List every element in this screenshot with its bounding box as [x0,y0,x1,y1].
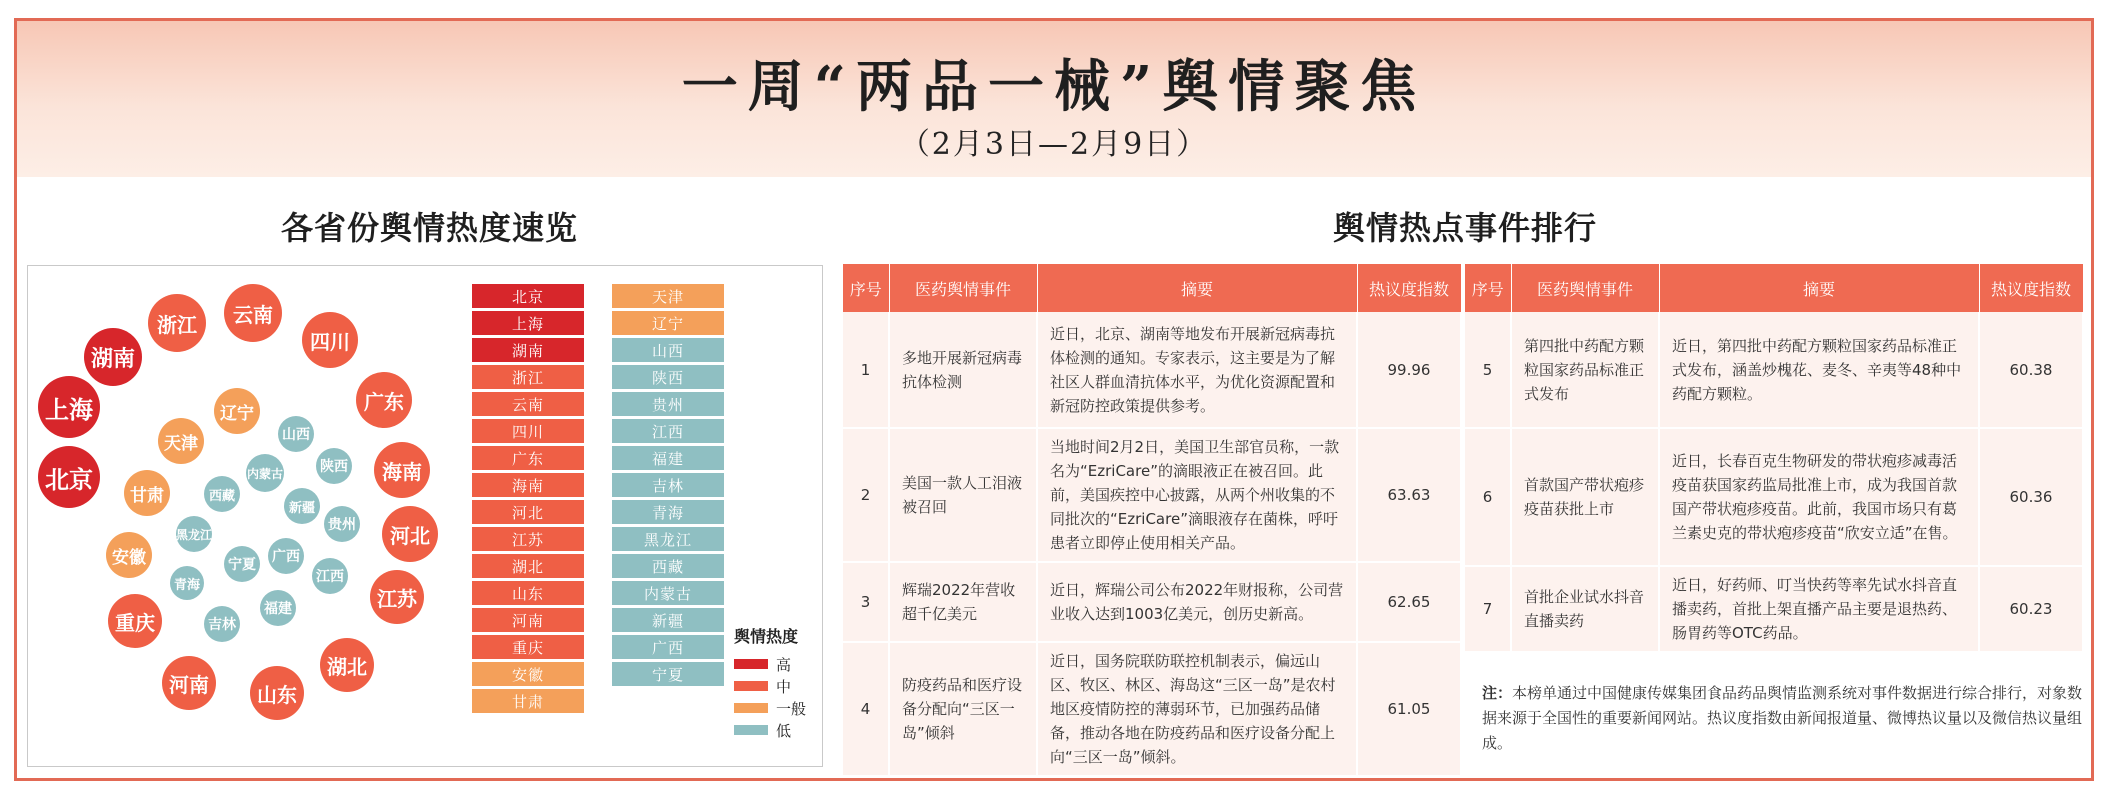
legend-title: 舆情热度 [734,627,799,646]
column-header: 序号 [843,264,889,312]
province-bubble: 河北 [382,506,438,562]
ranking-cell: 海南 [472,473,584,497]
ranking-cell: 四川 [472,419,584,443]
ranking-cell: 云南 [472,392,584,416]
province-bubble: 吉林 [204,606,240,642]
province-bubble: 江苏 [370,570,424,624]
event-summary-cell: 近日，国务院联防联控机制表示，偏远山区、牧区、林区、海岛这“三区一岛”是农村地区疫情防控的薄弱环节，已加强药品储备，推动各地在防疫药品和医疗设备分配上向“三区一岛”倾斜。 [1037,642,1357,776]
event-summary-cell: 近日，好药师、叮当快药等率先试水抖音直播卖药，首批上架直播产品主要是退热药、肠胃药等OTC药品。 [1659,566,1979,652]
ranking-cell: 江苏 [472,527,584,551]
province-bubble: 广西 [268,538,304,574]
province-bubble: 安徽 [106,532,152,578]
province-bubble: 上海 [38,376,100,438]
page-title: 一周“两品一械”舆情聚焦 [681,54,1427,120]
ranking-cell: 新疆 [612,608,724,632]
date-range: （2月3日—2月9日） [899,127,1209,162]
ranking-cell: 山东 [472,581,584,605]
event-row [1465,428,2083,566]
province-bubble: 辽宁 [214,388,260,434]
column-header: 摘要 [1037,264,1357,312]
event-rank-cell: 1 [843,312,889,428]
events-table-left [843,264,1462,777]
legend-item [734,697,806,719]
event-index-cell: 62.65 [1357,562,1461,642]
ranking-cell: 河南 [472,608,584,632]
event-row [1465,566,2083,652]
province-bubble: 四川 [302,312,358,368]
event-event-cell: 美国一款人工泪液被召回 [889,428,1037,562]
ranking-cell: 广东 [472,446,584,470]
ranking-cell: 福建 [612,446,724,470]
province-section-title: 各省份舆情热度速览 [281,209,579,247]
province-bubble: 浙江 [148,294,206,352]
ranking-cell: 湖北 [472,554,584,578]
province-bubble: 河南 [162,656,216,710]
event-summary-cell: 近日，长春百克生物研发的带状疱疹减毒活疫苗获国家药监局批准上市，成为我国首款国产带状疱疹疫苗。此前，我国市场只有葛兰素史克的带状疱疹疫苗“欣安立适”在售。 [1659,428,1979,566]
event-row [1465,312,2083,428]
legend-label: 中 [776,677,792,696]
event-event-cell: 首款国产带状疱疹疫苗获批上市 [1511,428,1659,566]
legend-item [734,719,806,741]
event-index-cell: 60.36 [1979,428,2083,566]
event-rank-cell: 5 [1465,312,1511,428]
province-bubble: 新疆 [284,488,320,524]
legend-swatch [734,725,768,735]
ranking-cell: 北京 [472,284,584,308]
ranking-cell: 浙江 [472,365,584,389]
event-row [843,642,1461,776]
event-rank-cell: 4 [843,642,889,776]
event-event-cell: 防疫药品和医疗设备分配向“三区一岛”倾斜 [889,642,1037,776]
event-rank-cell: 7 [1465,566,1511,652]
province-bubble: 福建 [260,590,296,626]
province-bubble: 云南 [224,284,282,342]
ranking-column-1 [472,284,584,716]
event-event-cell: 多地开展新冠病毒抗体检测 [889,312,1037,428]
province-bubble: 山东 [250,666,304,720]
province-bubble: 湖南 [84,328,142,386]
ranking-cell: 西藏 [612,554,724,578]
ranking-cell: 江西 [612,419,724,443]
event-summary-cell: 当地时间2月2日，美国卫生部官员称，一款名为“EzriCare”的滴眼液正在被召回。此前，美国疾控中心披露，从两个州收集的不同批次的“EzriCare”滴眼液存在菌株，呼吁患者立即停止使用相关产品。 [1037,428,1357,562]
column-header: 序号 [1465,264,1511,312]
ranking-cell: 湖南 [472,338,584,362]
event-event-cell: 辉瑞2022年营收超千亿美元 [889,562,1037,642]
events-section-title: 舆情热点事件排行 [1333,209,1598,247]
heat-legend [734,624,806,741]
ranking-cell: 青海 [612,500,724,524]
ranking-cell: 吉林 [612,473,724,497]
province-bubble: 西藏 [204,476,240,512]
column-header: 热议度指数 [1357,264,1461,312]
province-bubble: 贵州 [324,506,360,542]
ranking-cell: 甘肃 [472,689,584,713]
ranking-cell: 天津 [612,284,724,308]
legend-swatch [734,681,768,691]
event-index-cell: 61.05 [1357,642,1461,776]
event-summary-cell: 近日，第四批中药配方颗粒国家药品标准正式发布，涵盖炒槐花、麦冬、辛夷等48种中药配方颗粒。 [1659,312,1979,428]
event-rank-cell: 6 [1465,428,1511,566]
ranking-cell: 辽宁 [612,311,724,335]
ranking-cell: 河北 [472,500,584,524]
province-bubble: 天津 [158,418,204,464]
province-heat-panel [27,265,823,767]
legend-item [734,675,806,697]
column-header: 医药舆情事件 [889,264,1037,312]
footnote-text: 本榜单通过中国健康传媒集团食品药品舆情监测系统对事件数据进行综合排行，对象数据来源于全国性的重要新闻网站。热议度指数由新闻报道量、微博热议量以及微信热议量组成。 [1482,684,2083,752]
province-bubble: 海南 [374,442,430,498]
province-bubble: 内蒙古 [246,454,284,492]
event-index-cell: 60.38 [1979,312,2083,428]
province-bubble: 重庆 [108,594,162,648]
event-rank-cell: 3 [843,562,889,642]
event-row [843,312,1461,428]
poster-frame [14,18,2094,781]
legend-swatch [734,659,768,669]
legend-label: 高 [776,655,792,674]
ranking-cell: 黑龙江 [612,527,724,551]
legend-label: 低 [776,721,792,740]
ranking-cell: 贵州 [612,392,724,416]
province-bubble: 湖北 [320,638,374,692]
ranking-cell: 安徽 [472,662,584,686]
events-table-right [1465,264,2084,653]
event-event-cell: 首批企业试水抖音直播卖药 [1511,566,1659,652]
province-bubble: 宁夏 [224,546,260,582]
footnote-label: 注： [1482,684,1513,702]
ranking-cell: 广西 [612,635,724,659]
column-header: 摘要 [1659,264,1979,312]
province-bubble: 黑龙江 [176,516,212,552]
province-bubble: 北京 [38,446,100,508]
column-header: 医药舆情事件 [1511,264,1659,312]
event-index-cell: 63.63 [1357,428,1461,562]
header-banner [17,21,2091,177]
footnote [1482,681,2092,756]
event-index-cell: 99.96 [1357,312,1461,428]
ranking-cell: 山西 [612,338,724,362]
ranking-cell: 宁夏 [612,662,724,686]
province-bubble: 青海 [170,566,204,600]
province-bubble: 山西 [278,416,314,452]
ranking-cell: 陕西 [612,365,724,389]
ranking-column-2 [612,284,724,689]
column-header: 热议度指数 [1979,264,2083,312]
province-bubble: 广东 [356,372,412,428]
event-row [843,428,1461,562]
province-bubble: 甘肃 [124,470,170,516]
event-index-cell: 60.23 [1979,566,2083,652]
ranking-cell: 内蒙古 [612,581,724,605]
event-event-cell: 第四批中药配方颗粒国家药品标准正式发布 [1511,312,1659,428]
legend-item [734,653,806,675]
event-row [843,562,1461,642]
event-summary-cell: 近日，北京、湖南等地发布开展新冠病毒抗体检测的通知。专家表示，这主要是为了解社区人群血清抗体水平，为优化资源配置和新冠防控政策提供参考。 [1037,312,1357,428]
ranking-cell: 重庆 [472,635,584,659]
province-bubble: 江西 [312,558,348,594]
event-summary-cell: 近日，辉瑞公司公布2022年财报称，公司营业收入达到1003亿美元，创历史新高。 [1037,562,1357,642]
ranking-cell: 上海 [472,311,584,335]
legend-swatch [734,703,768,713]
legend-label: 一般 [776,699,807,718]
province-bubble: 陕西 [316,448,352,484]
event-rank-cell: 2 [843,428,889,562]
